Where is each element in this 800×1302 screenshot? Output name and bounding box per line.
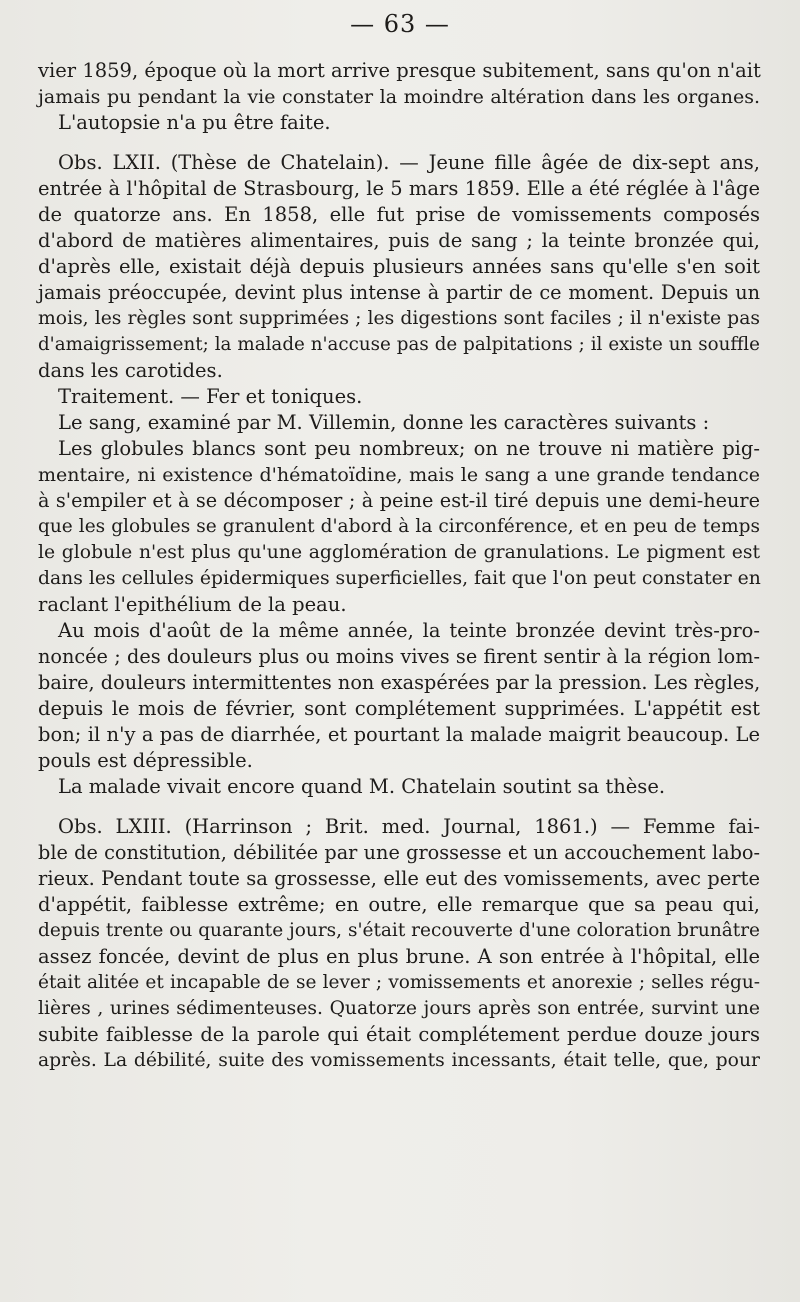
text-line: jamais pu pendant la vie constater la moindre altération dans les organes. [38, 86, 760, 108]
text-line: L'autopsie n'a pu être faite. [58, 111, 331, 134]
text-line: le globule n'est plus qu'une agglomération de granulations. Le pigment est [38, 542, 760, 563]
paragraph-intro [38, 58, 760, 136]
text-line: jamais préoccupée, devint plus intense à partir de ce moment. Depuis un [38, 281, 760, 304]
text-line: noncée ; des douleurs plus ou moins vives se firent sentir à la région lom- [38, 645, 760, 668]
text-line: raclant l'epithélium de la peau. [38, 593, 347, 616]
text-line: entrée à l'hôpital de Strasbourg, le 5 mars 1859. Elle a été réglée à l'âge [38, 177, 760, 200]
text-line: d'amaigrissement; la malade n'accuse pas de palpitations ; il existe un souffle [38, 334, 760, 355]
text-line: depuis le mois de février, sont complétement supprimées. L'appétit est [38, 697, 760, 720]
text-line: depuis trente ou quarante jours, s'était recouverte d'une coloration brunâtre [38, 920, 760, 941]
paragraph-obs-lxii [38, 150, 760, 800]
text-line: mois, les règles sont supprimées ; les digestions sont faciles ; il n'existe pas [38, 308, 760, 329]
page-number: — 63 — [350, 10, 450, 38]
text-line: bon; il n'y a pas de diarrhée, et pourtant la malade maigrit beaucoup. Le [38, 723, 760, 746]
text-line: Les globules blancs sont peu nombreux; on ne trouve ni matière pig- [58, 437, 760, 460]
text-line: lières , urines sédimenteuses. Quatorze jours après son entrée, survint une [38, 998, 760, 1019]
text-line: après. La débilité, suite des vomissements incessants, était telle, que, pour [38, 1050, 760, 1071]
text-line: dans les carotides. [38, 359, 223, 382]
text-line: était alitée et incapable de se lever ; vomissements et anorexie ; selles régu- [38, 972, 760, 993]
text-line: Au mois d'août de la même année, la teinte bronzée devint très-pro- [58, 619, 760, 642]
paragraph-gap [38, 136, 760, 150]
text-line: dans les cellules épidermiques superficielles, fait que l'on peut constater en [38, 568, 761, 589]
text-line: d'abord de matières alimentaires, puis de sang ; la teinte bronzée qui, [38, 229, 760, 252]
paragraph-gap [38, 800, 760, 814]
text-line: Obs. LXIII. (Harrinson ; Brit. med. Journal, 1861.) — Femme fai- [58, 815, 760, 838]
text-line: Obs. LXII. (Thèse de Chatelain). — Jeune fille âgée de dix-sept ans, [58, 151, 760, 174]
text-line: d'appétit, faiblesse extrême; en outre, elle remarque que sa peau qui, [38, 893, 760, 916]
text-line: subite faiblesse de la parole qui était complétement perdue douze jours [38, 1023, 760, 1046]
text-line: pouls est dépressible. [38, 749, 253, 772]
text-line: assez foncée, devint de plus en plus brune. A son entrée à l'hôpital, elle [38, 945, 760, 968]
text-line: que les globules se granulent d'abord à la circonférence, et en peu de temps [38, 516, 760, 537]
text-line: Le sang, examiné par M. Villemin, donne les caractères suivants : [58, 411, 710, 434]
text-line: à s'empiler et à se décomposer ; à peine est-il tiré depuis une demi-heure [38, 489, 760, 512]
text-line: de quatorze ans. En 1858, elle fut prise de vomissements composés [38, 203, 760, 226]
text-line: mentaire, ni existence d'hématoïdine, mais le sang a une grande tendance [38, 464, 760, 486]
paragraph-obs-lxiii [38, 814, 760, 1074]
text-line: baire, douleurs intermittentes non exaspérées par la pression. Les règles, [38, 671, 761, 694]
text-line: La malade vivait encore quand M. Chatelain soutint sa thèse. [58, 775, 666, 798]
body-text [38, 58, 760, 1074]
text-line: vier 1859, époque où la mort arrive presque subitement, sans qu'on n'ait [38, 59, 761, 82]
text-line: rieux. Pendant toute sa grossesse, elle eut des vomissements, avec perte [38, 867, 760, 890]
text-line: Traitement. — Fer et toniques. [58, 385, 363, 408]
text-line: d'après elle, existait déjà depuis plusieurs années sans qu'elle s'en soit [38, 255, 760, 278]
text-line: ble de constitution, débilitée par une grossesse et un accouchement labo- [38, 841, 760, 864]
